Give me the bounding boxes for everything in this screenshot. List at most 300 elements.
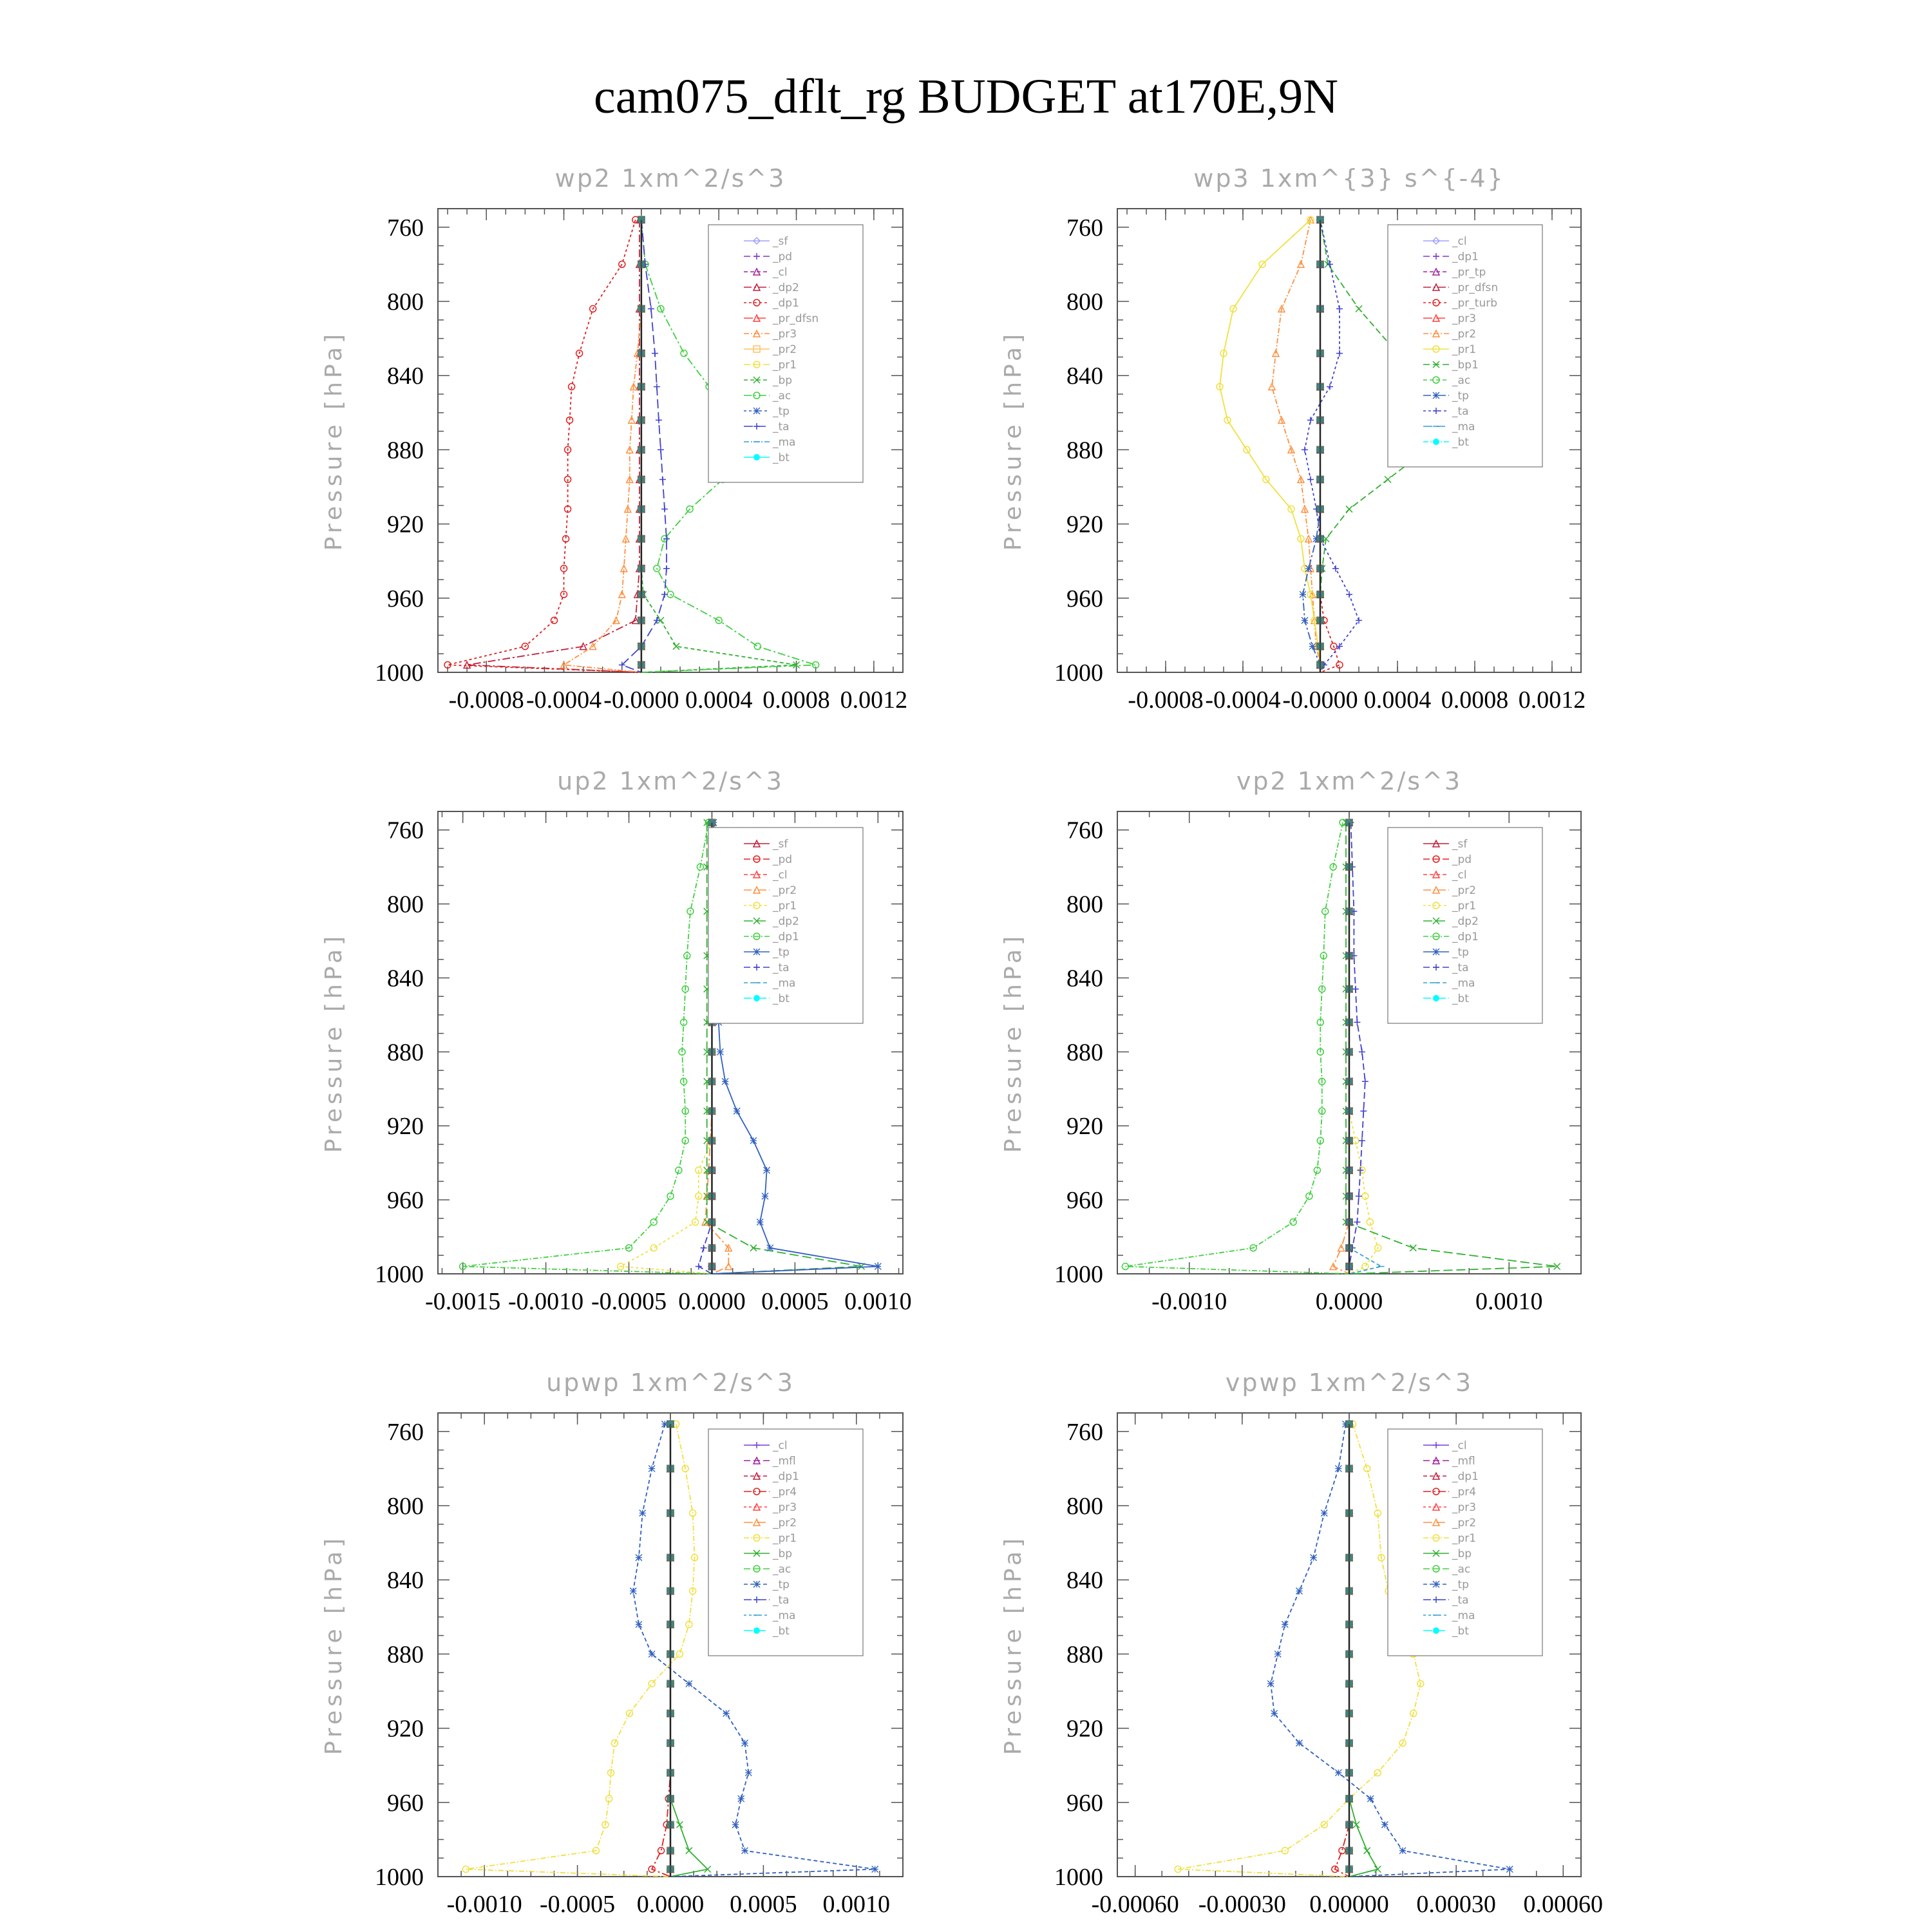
y-tick-label: 920 (1066, 1715, 1103, 1743)
total-marker (1316, 416, 1324, 424)
total-marker (667, 1554, 674, 1562)
data-point (681, 350, 687, 357)
y-tick-label: 960 (387, 1789, 424, 1817)
legend-label: _tp (773, 946, 790, 959)
legend-marker (753, 1581, 760, 1587)
legend-label: _pr3 (773, 1501, 797, 1514)
data-point (649, 1651, 655, 1657)
y-axis-label: Pressure [hPa] (321, 1534, 347, 1756)
data-point (1381, 1821, 1388, 1828)
y-tick-label: 760 (1066, 214, 1103, 242)
total-marker (667, 1587, 674, 1595)
x-tick-label: -0.00060 (1091, 1891, 1179, 1918)
x-tick-label: 0.0000 (1315, 1288, 1383, 1315)
legend-marker (1433, 995, 1439, 1001)
total-marker (1345, 1554, 1353, 1562)
x-tick-label: -0.0010 (1151, 1288, 1227, 1315)
data-point (650, 1219, 657, 1226)
total-marker (1316, 446, 1324, 453)
total-marker (667, 1795, 674, 1803)
legend-label: _cl (773, 1439, 788, 1452)
data-point (742, 1848, 748, 1854)
total-marker (638, 446, 645, 453)
y-tick-label: 840 (387, 1567, 424, 1595)
data-point (1290, 1219, 1296, 1226)
chart-panel-6 (1000, 1368, 1603, 1918)
data-point (1296, 1587, 1302, 1594)
data-point (1296, 1740, 1302, 1747)
data-point (650, 1245, 657, 1251)
data-point (1362, 1264, 1368, 1270)
legend-marker (1433, 439, 1439, 445)
legend-label: _pr4 (773, 1486, 797, 1499)
data-point (1336, 350, 1343, 357)
x-tick-label: 0.0010 (822, 1891, 891, 1918)
legend-marker (1433, 392, 1439, 399)
x-tick-label: 0.0010 (844, 1288, 912, 1315)
legend-label: _bt (773, 1625, 790, 1638)
series-line-pr1 (466, 1424, 694, 1877)
data-point (639, 1510, 646, 1517)
total-marker (667, 1739, 674, 1747)
data-point (652, 350, 658, 357)
legend-label: _pd (773, 853, 793, 866)
legend-label: _pd (773, 251, 793, 263)
total-marker (708, 1218, 715, 1226)
data-point (872, 1866, 878, 1872)
data-point (676, 1651, 683, 1657)
data-point (1271, 1710, 1278, 1717)
y-tick-label: 1000 (1054, 659, 1103, 687)
legend-label: _pr4 (1452, 1486, 1477, 1499)
y-tick-label: 800 (387, 1493, 424, 1520)
series-line-pr1 (1178, 1424, 1421, 1877)
legend-label: _ta (773, 421, 790, 433)
data-point (686, 1848, 692, 1854)
total-marker (1316, 350, 1324, 357)
data-point (1354, 1019, 1360, 1025)
y-tick-label: 1000 (1054, 1261, 1103, 1288)
legend-label: _cl (1452, 235, 1467, 248)
legend-marker (1433, 1581, 1439, 1587)
legend-marker (753, 949, 760, 955)
total-marker (667, 1650, 674, 1658)
y-tick-label: 880 (1066, 1641, 1103, 1669)
data-point (1332, 565, 1339, 572)
legend-label: _ta (1452, 405, 1469, 418)
data-point (1335, 1770, 1341, 1776)
total-marker (667, 1710, 674, 1718)
data-point (734, 1108, 740, 1114)
x-tick-label: -0.0010 (446, 1891, 522, 1918)
y-tick-label: 840 (1066, 1567, 1103, 1595)
data-point (1327, 383, 1333, 390)
x-tick-label: 0.0008 (762, 687, 830, 714)
y-tick-label: 800 (387, 289, 424, 316)
data-point (767, 1245, 773, 1251)
legend-label: _bt (1452, 1625, 1469, 1638)
y-tick-label: 800 (1066, 891, 1103, 918)
total-marker (1345, 819, 1353, 826)
total-marker (708, 1166, 715, 1174)
legend-label: _tp (773, 1578, 790, 1591)
data-point (649, 1680, 655, 1687)
data-point (1506, 1866, 1513, 1872)
legend-label: _ac (773, 390, 791, 402)
total-marker (638, 305, 645, 313)
series-line-pr1 (1220, 220, 1320, 672)
legend-label: _pr_dfsn (773, 312, 819, 325)
y-tick-label: 880 (387, 437, 424, 464)
total-marker (638, 616, 645, 624)
legend-label: _pr2 (1452, 884, 1477, 897)
total-marker (667, 1620, 674, 1628)
total-marker (1345, 1680, 1353, 1687)
data-point (656, 417, 662, 423)
data-point (764, 1167, 770, 1173)
total-marker (1345, 1847, 1353, 1855)
y-tick-label: 1000 (375, 1261, 424, 1288)
total-marker (1345, 952, 1353, 960)
y-tick-label: 920 (387, 511, 424, 538)
y-tick-label: 840 (387, 363, 424, 390)
series-line-dp1 (448, 220, 641, 672)
legend-label: _tp (1452, 1578, 1469, 1591)
x-tick-label: 0.0010 (1475, 1288, 1543, 1315)
legend-label: _ac (1452, 1563, 1471, 1576)
legend-label: _pr1 (1452, 343, 1477, 356)
legend-label: _dp1 (1452, 251, 1479, 263)
data-point (1302, 617, 1308, 623)
total-marker (1345, 985, 1353, 993)
total-marker (1345, 1739, 1353, 1747)
legend-label: _pr2 (773, 1517, 797, 1530)
y-tick-label: 1000 (1054, 1864, 1103, 1891)
total-marker (638, 416, 645, 424)
panel-title: vpwp 1xm^2/s^3 (1225, 1368, 1473, 1397)
x-tick-label: 0.00060 (1523, 1891, 1604, 1918)
total-marker (708, 1244, 715, 1252)
data-point (686, 1680, 692, 1687)
data-point (1385, 476, 1391, 482)
data-point (723, 1710, 730, 1717)
x-tick-label: 0.0008 (1441, 687, 1509, 714)
total-marker (638, 383, 645, 390)
total-marker (1345, 1821, 1353, 1828)
chart-panel-3 (321, 767, 912, 1315)
legend-marker (1433, 949, 1439, 955)
x-tick-label: 0.0005 (761, 1288, 829, 1315)
total-marker (708, 819, 715, 826)
y-tick-label: 800 (1066, 1493, 1103, 1520)
y-tick-label: 960 (1066, 585, 1103, 612)
data-point (649, 1465, 655, 1472)
legend-label: _pr3 (773, 328, 797, 341)
data-point (742, 1740, 748, 1747)
legend-marker (753, 1627, 760, 1634)
data-point (696, 1264, 702, 1270)
legend-label: _mfl (1452, 1455, 1475, 1468)
data-point (722, 1078, 728, 1084)
total-marker (638, 535, 645, 543)
x-tick-label: -0.0005 (540, 1891, 616, 1918)
legend-label: _bt (773, 451, 790, 464)
legend-label: _ac (773, 1563, 791, 1576)
total-marker (1345, 1048, 1353, 1056)
legend-label: _pr2 (773, 884, 797, 897)
legend-label: _ta (1452, 961, 1469, 974)
legend-label: _pr_turb (1452, 297, 1498, 310)
total-marker (1316, 591, 1324, 598)
y-tick-label: 760 (1066, 1418, 1103, 1446)
data-point (636, 1555, 642, 1561)
legend-label: _dp1 (773, 1470, 799, 1483)
total-marker (1316, 643, 1324, 650)
total-marker (1345, 1218, 1353, 1226)
legend-label: _dp2 (773, 281, 799, 294)
total-marker (638, 350, 645, 357)
x-tick-label: -0.0000 (1282, 687, 1358, 714)
panel-title: vp2 1xm^2/s^3 (1236, 767, 1463, 795)
total-marker (1345, 1018, 1353, 1026)
figure-title: cam075_dflt_rg BUDGET at170E,9N (593, 70, 1339, 124)
legend-label: _sf (773, 235, 788, 248)
data-point (1356, 1193, 1362, 1199)
legend-label: _cl (1452, 869, 1467, 882)
total-marker (708, 1077, 715, 1085)
y-tick-label: 1000 (375, 1864, 424, 1891)
legend-label: _dp1 (773, 297, 799, 310)
data-point (717, 1048, 723, 1055)
legend-label: _pr1 (773, 900, 797, 913)
panel-title: upwp 1xm^2/s^3 (546, 1368, 795, 1397)
y-tick-label: 800 (387, 891, 424, 918)
total-marker (667, 1464, 674, 1472)
legend-label: _ma (773, 436, 796, 449)
x-tick-label: 0.0005 (730, 1891, 797, 1918)
chart-panel-2 (1000, 164, 1586, 714)
data-point (1360, 1108, 1367, 1114)
data-point (1306, 1193, 1312, 1199)
data-point (636, 1621, 642, 1627)
y-tick-label: 880 (387, 1039, 424, 1066)
y-tick-label: 1000 (375, 659, 424, 687)
legend-label: _dp1 (1452, 1470, 1479, 1483)
legend-label: _bp (773, 1548, 793, 1560)
y-axis-label: Pressure [hPa] (1000, 1534, 1027, 1756)
panel-title: wp2 1xm^2/s^3 (554, 164, 786, 193)
legend-label: _ma (1452, 977, 1475, 990)
data-point (1309, 643, 1316, 650)
total-marker (1345, 1137, 1353, 1144)
data-point (1321, 1510, 1327, 1517)
data-point (1346, 591, 1352, 598)
legend-label: _ma (1452, 1609, 1475, 1622)
total-marker (667, 1769, 674, 1777)
y-tick-label: 840 (1066, 363, 1103, 390)
data-point (1399, 1848, 1406, 1854)
legend-label: _tp (773, 405, 790, 418)
data-point (1335, 1465, 1341, 1472)
data-point (738, 1795, 744, 1802)
data-point (1374, 1770, 1381, 1776)
total-marker (1345, 863, 1353, 871)
y-tick-label: 760 (1066, 817, 1103, 844)
legend-label: _pr3 (1452, 1501, 1477, 1514)
data-point (1354, 1219, 1360, 1226)
y-tick-label: 920 (1066, 1113, 1103, 1141)
total-marker (1345, 1710, 1353, 1718)
total-marker (1345, 907, 1353, 915)
legend-label: _bp (773, 374, 793, 387)
legend-label: _bt (1452, 436, 1469, 449)
legend-label: _ac (1452, 374, 1471, 387)
data-point (654, 383, 660, 390)
total-marker (1345, 1650, 1353, 1658)
chart-panel-5 (321, 1368, 903, 1918)
y-tick-label: 920 (1066, 511, 1103, 538)
total-marker (1345, 1166, 1353, 1174)
series-line-pr2 (1272, 220, 1320, 672)
data-point (754, 643, 761, 650)
legend-label: _pr2 (1452, 328, 1477, 341)
total-marker (1316, 565, 1324, 573)
data-point (1274, 1651, 1281, 1657)
legend-label: _pr1 (773, 1532, 797, 1545)
y-tick-label: 960 (1066, 1789, 1103, 1817)
x-tick-label: -0.0000 (603, 687, 679, 714)
data-point (1352, 986, 1359, 992)
data-point (732, 1821, 739, 1828)
data-point (701, 1245, 707, 1251)
data-point (1359, 1048, 1365, 1055)
total-marker (708, 1048, 715, 1056)
data-point (659, 476, 666, 482)
data-point (1362, 1078, 1368, 1084)
data-point (1339, 1848, 1345, 1854)
total-marker (1345, 1192, 1353, 1200)
x-tick-label: -0.0005 (591, 1288, 667, 1315)
total-marker (667, 1420, 674, 1428)
legend-label: _sf (1452, 838, 1468, 851)
x-tick-label: -0.0010 (508, 1288, 584, 1315)
data-point (1346, 506, 1352, 513)
legend-label: _pr1 (773, 359, 797, 372)
y-tick-label: 960 (387, 1187, 424, 1215)
total-marker (667, 1680, 674, 1687)
legend-marker (753, 454, 760, 460)
total-marker (667, 1847, 674, 1855)
y-tick-label: 920 (387, 1715, 424, 1743)
y-axis-label: Pressure [hPa] (321, 330, 347, 551)
legend-label: _dp1 (1452, 931, 1479, 943)
legend-label: _pr_dfsn (1452, 281, 1499, 294)
total-marker (708, 1263, 715, 1271)
total-marker (1316, 616, 1324, 624)
total-marker (1316, 383, 1324, 390)
panel-title: up2 1xm^2/s^3 (557, 767, 784, 795)
data-point (648, 306, 654, 312)
total-marker (1345, 1769, 1353, 1777)
x-tick-label: 0.0000 (678, 1288, 746, 1315)
legend-label: _bp1 (1452, 359, 1479, 372)
chart-panel-1 (321, 164, 907, 714)
data-point (1307, 417, 1314, 423)
data-point (663, 565, 670, 572)
legend-marker (753, 995, 760, 1001)
data-point (658, 446, 664, 453)
x-tick-label: 0.0000 (636, 1891, 705, 1918)
chart-panel-4 (1000, 767, 1581, 1315)
x-tick-label: 0.0012 (840, 687, 908, 714)
y-tick-label: 960 (387, 585, 424, 612)
legend-label: _dp1 (773, 931, 799, 943)
total-marker (1345, 1620, 1353, 1628)
legend-label: _pr2 (773, 343, 797, 356)
legend-label: _dp2 (1452, 915, 1479, 928)
data-point (762, 1193, 768, 1199)
data-point (1311, 1555, 1317, 1561)
x-tick-label: -0.0008 (448, 687, 524, 714)
total-marker (1316, 260, 1324, 268)
legend-label: _ma (773, 977, 796, 990)
total-marker (1345, 1244, 1353, 1252)
total-marker (1345, 1464, 1353, 1472)
data-point (661, 591, 668, 598)
x-tick-label: 0.0012 (1518, 687, 1586, 714)
data-point (630, 1587, 636, 1594)
total-marker (638, 643, 645, 650)
legend-label: _pr1 (1452, 1532, 1477, 1545)
legend-label: _pr2 (1452, 1517, 1477, 1530)
total-marker (708, 1137, 715, 1144)
legend-label: _pr3 (1452, 312, 1477, 325)
legend-label: _bp (1452, 1548, 1472, 1560)
y-tick-label: 920 (387, 1113, 424, 1141)
legend-label: _cl (773, 869, 788, 882)
y-axis-label: Pressure [hPa] (1000, 330, 1027, 551)
total-marker (1316, 661, 1324, 668)
total-marker (1316, 535, 1324, 543)
legend-marker (1433, 1627, 1439, 1634)
y-tick-label: 880 (1066, 437, 1103, 464)
x-tick-label: -0.0015 (425, 1288, 501, 1315)
legend-label: _bt (1452, 992, 1469, 1005)
x-tick-label: -0.00030 (1198, 1891, 1286, 1918)
total-marker (667, 1510, 674, 1517)
series-line-dp2 (467, 220, 641, 672)
legend-label: _ta (773, 961, 790, 974)
data-point (1300, 591, 1306, 598)
panel-title: wp3 1xm^{3} s^{-4} (1193, 164, 1505, 193)
legend-label: _ta (1452, 1594, 1469, 1607)
total-marker (638, 506, 645, 513)
total-marker (638, 591, 645, 598)
data-point (1356, 306, 1362, 312)
y-tick-label: 840 (387, 965, 424, 992)
x-tick-label: -0.0008 (1128, 687, 1204, 714)
total-marker (1345, 1107, 1353, 1115)
data-point (667, 1193, 674, 1199)
data-point (1267, 1680, 1274, 1687)
data-point (1302, 446, 1308, 453)
y-tick-label: 880 (387, 1641, 424, 1669)
x-tick-label: 0.00000 (1309, 1891, 1389, 1918)
data-point (725, 1264, 732, 1270)
y-tick-label: 800 (1066, 289, 1103, 316)
total-marker (638, 565, 645, 573)
data-point (1282, 1621, 1288, 1627)
